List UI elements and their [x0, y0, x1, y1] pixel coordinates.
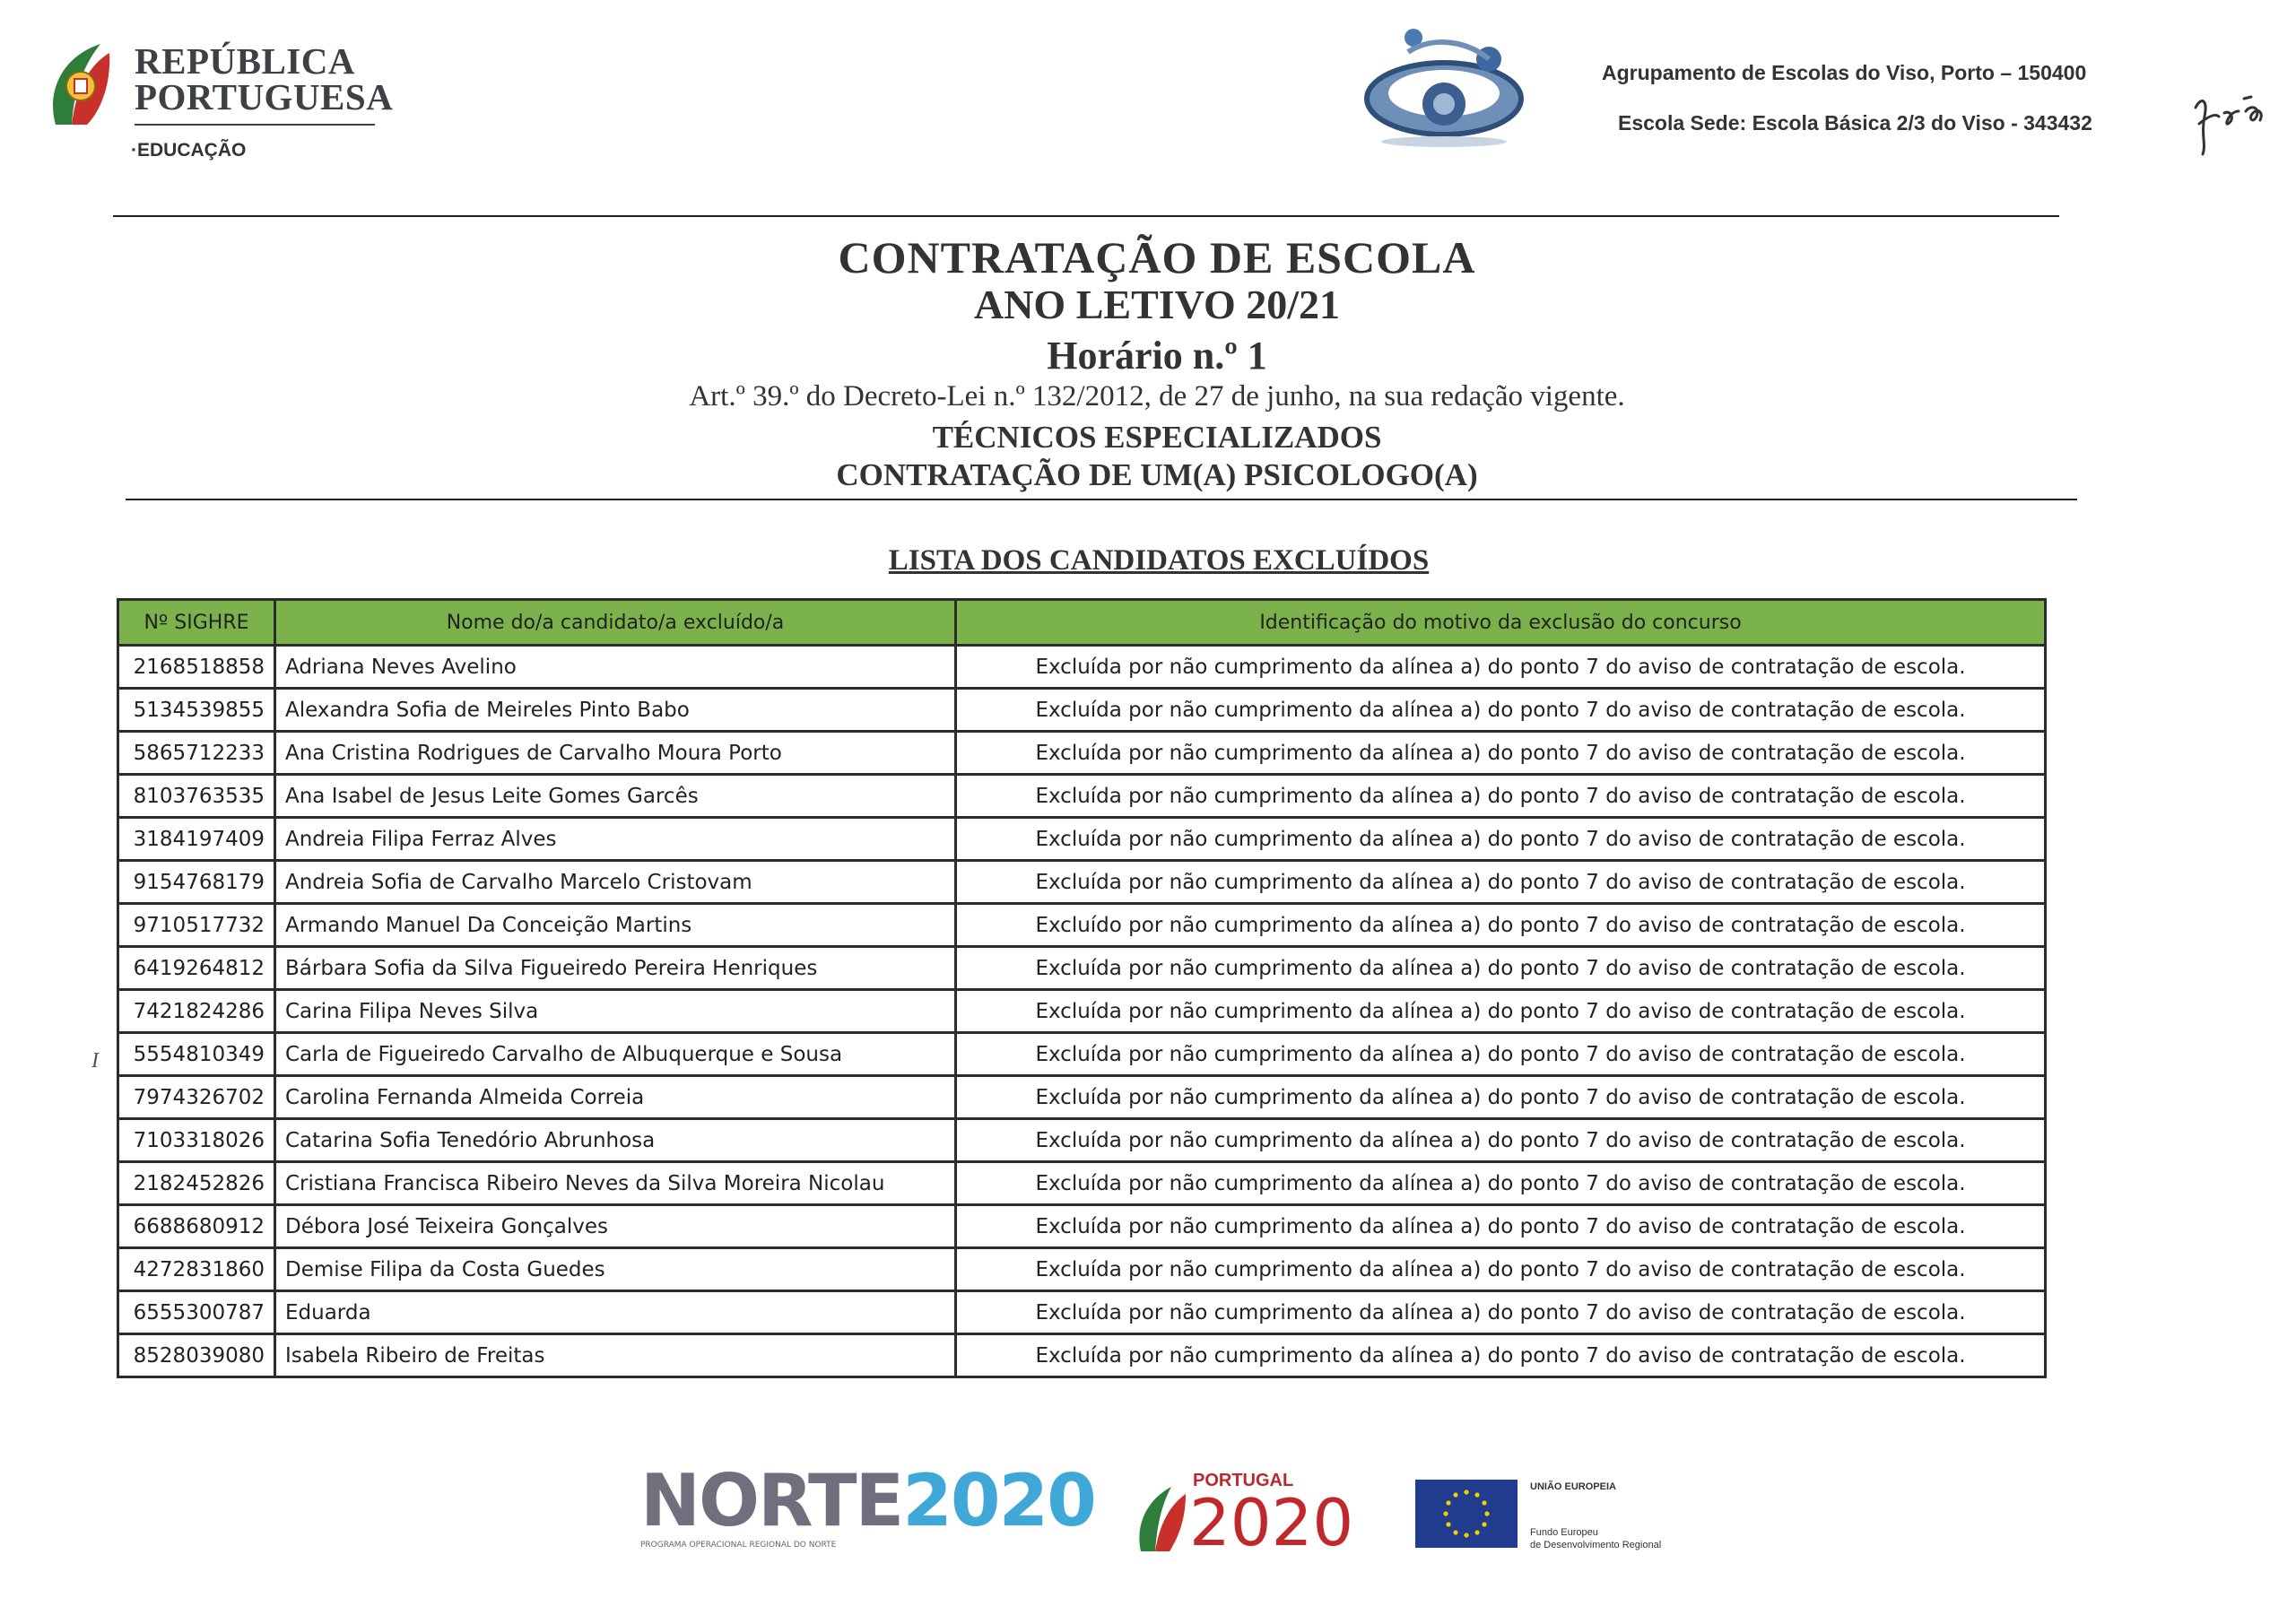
table-row: [118, 1291, 2046, 1334]
exclusion-reason: Excluída por não cumprimento da alínea a) do ponto 7 do aviso de contratação de escola.: [956, 1248, 2046, 1291]
table-row: [118, 861, 2046, 904]
portugal-year: 2020: [1189, 1485, 1354, 1560]
exclusion-reason: Excluída por não cumprimento da alínea a) do ponto 7 do aviso de contratação de escola.: [956, 861, 2046, 904]
candidate-id: 6419264812: [118, 947, 275, 990]
norte-word: NORTE: [640, 1459, 903, 1542]
table-row: [118, 990, 2046, 1033]
candidate-id: 7974326702: [118, 1076, 275, 1119]
eu-fund: [1530, 1526, 1709, 1551]
header-rule: [113, 215, 2059, 217]
candidate-name: Carina Filipa Neves Silva: [275, 990, 956, 1033]
legal-reference: Art.º 39.º do Decreto-Lei n.º 132/2012, de 27 de junho, na sua redação vigente.: [689, 380, 1625, 413]
exclusion-reason: Excluída por não cumprimento da alínea a) do ponto 7 do aviso de contratação de escola.: [956, 1033, 2046, 1076]
country-rule: [135, 124, 375, 126]
school-group-name: Agrupamento de Escolas do Viso, Porto – 150400: [1602, 61, 2087, 84]
exclusion-reason: Excluído por não cumprimento da alínea a) do ponto 7 do aviso de contratação de escola.: [956, 904, 2046, 947]
candidate-id: 6688680912: [118, 1205, 275, 1248]
table-header-row: [118, 600, 2046, 646]
candidate-name: Ana Isabel de Jesus Leite Gomes Garcês: [275, 775, 956, 818]
candidate-name: Eduarda: [275, 1291, 956, 1334]
candidate-id: 9154768179: [118, 861, 275, 904]
eu-fund-line2: de Desenvolvimento Regional: [1530, 1540, 1662, 1550]
margin-mark: I: [91, 1049, 99, 1073]
table-row: [118, 775, 2046, 818]
candidate-id: 4272831860: [118, 1248, 275, 1291]
candidate-id: 7103318026: [118, 1119, 275, 1162]
exclusion-reason: Excluída por não cumprimento da alínea a) do ponto 7 do aviso de contratação de escola.: [956, 1162, 2046, 1205]
exclusion-reason: Excluída por não cumprimento da alínea a) do ponto 7 do aviso de contratação de escola.: [956, 1076, 2046, 1119]
table-row: [118, 1033, 2046, 1076]
country-line2: PORTUGUESA: [135, 76, 394, 117]
eu-label: UNIÃO EUROPEIA: [1530, 1481, 1616, 1492]
candidate-id: 5134539855: [118, 689, 275, 732]
republica-portuguesa-emblem-icon: [47, 39, 115, 129]
table-row: [118, 947, 2046, 990]
signature-icon: [2188, 90, 2271, 160]
header-reason: Identificação do motivo da exclusão do concurso: [956, 600, 2046, 646]
ministry-name: EDUCAÇÃO: [137, 140, 247, 161]
candidate-name: Alexandra Sofia de Meireles Pinto Babo: [275, 689, 956, 732]
candidate-name: Catarina Sofia Tenedório Abrunhosa: [275, 1119, 956, 1162]
candidate-id: 9710517732: [118, 904, 275, 947]
candidate-name: Carolina Fernanda Almeida Correia: [275, 1076, 956, 1119]
candidate-name: Adriana Neves Avelino: [275, 646, 956, 689]
category: TÉCNICOS ESPECIALIZADOS: [932, 420, 1382, 455]
school-year: ANO LETIVO 20/21: [973, 282, 1341, 327]
portugal-label: PORTUGAL: [1193, 1471, 1294, 1490]
eu-fund-line1: Fundo Europeu: [1530, 1527, 1598, 1538]
candidate-id: 8528039080: [118, 1334, 275, 1377]
exclusion-reason: Excluída por não cumprimento da alínea a) do ponto 7 do aviso de contratação de escola.: [956, 1119, 2046, 1162]
excluded-candidates-table: [117, 598, 2047, 1378]
list-title: LISTA DOS CANDIDATOS EXCLUÍDOS: [888, 544, 1430, 577]
country-name: [135, 40, 394, 117]
doc-title: CONTRATAÇÃO DE ESCOLA: [838, 232, 1476, 282]
table-row: [118, 818, 2046, 861]
candidate-name: Armando Manuel Da Conceição Martins: [275, 904, 956, 947]
candidate-id: 8103763535: [118, 775, 275, 818]
table-row: [118, 1119, 2046, 1162]
exclusion-reason: Excluída por não cumprimento da alínea a) do ponto 7 do aviso de contratação de escola.: [956, 732, 2046, 775]
candidate-name: Andreia Filipa Ferraz Alves: [275, 818, 956, 861]
norte-subtitle: PROGRAMA OPERACIONAL REGIONAL DO NORTE: [640, 1541, 837, 1550]
norte2020-logo: [640, 1459, 1095, 1550]
candidate-id: 5554810349: [118, 1033, 275, 1076]
norte-year: 2020: [902, 1459, 1095, 1542]
exclusion-reason: Excluída por não cumprimento da alínea a) do ponto 7 do aviso de contratação de escola.: [956, 818, 2046, 861]
exclusion-reason: Excluída por não cumprimento da alínea a) do ponto 7 do aviso de contratação de escola.: [956, 689, 2046, 732]
candidate-name: Carla de Figueiredo Carvalho de Albuquerque e Sousa: [275, 1033, 956, 1076]
candidate-id: 7421824286: [118, 990, 275, 1033]
schedule-number: Horário n.º 1: [1047, 334, 1267, 378]
header-name: Nome do/a candidato/a excluído/a: [275, 600, 956, 646]
position: CONTRATAÇÃO DE UM(A) PSICOLOGO(A): [836, 457, 1478, 492]
candidate-name: Ana Cristina Rodrigues de Carvalho Moura Porto: [275, 732, 956, 775]
exclusion-reason: Excluída por não cumprimento da alínea a) do ponto 7 do aviso de contratação de escola.: [956, 646, 2046, 689]
table-row: [118, 1076, 2046, 1119]
table-row: [118, 1162, 2046, 1205]
school-seat-name: Escola Sede: Escola Básica 2/3 do Viso - 343432: [1618, 111, 2092, 135]
candidate-name: Débora José Teixeira Gonçalves: [275, 1205, 956, 1248]
exclusion-reason: Excluída por não cumprimento da alínea a) do ponto 7 do aviso de contratação de escola.: [956, 947, 2046, 990]
table-row: [118, 1248, 2046, 1291]
title-rule: [126, 499, 2077, 500]
table-row: [118, 689, 2046, 732]
exclusion-reason: Excluída por não cumprimento da alínea a) do ponto 7 do aviso de contratação de escola.: [956, 1334, 2046, 1377]
candidate-id: 5865712233: [118, 732, 275, 775]
exclusion-reason: Excluída por não cumprimento da alínea a) do ponto 7 do aviso de contratação de escola.: [956, 1205, 2046, 1248]
candidate-name: Demise Filipa da Costa Guedes: [275, 1248, 956, 1291]
eu-flag-icon: [1415, 1480, 1518, 1548]
country-line1: REPÚBLICA: [135, 40, 355, 82]
candidate-name: Isabela Ribeiro de Freitas: [275, 1334, 956, 1377]
header-id: Nº SIGHRE: [118, 600, 275, 646]
table-row: [118, 904, 2046, 947]
candidate-name: Bárbara Sofia da Silva Figueiredo Pereira Henriques: [275, 947, 956, 990]
candidate-id: 2182452826: [118, 1162, 275, 1205]
table-row: [118, 732, 2046, 775]
candidate-name: Andreia Sofia de Carvalho Marcelo Cristovam: [275, 861, 956, 904]
ministry-label: ·EDUCAÇÃO: [131, 140, 247, 161]
candidate-id: 2168518858: [118, 646, 275, 689]
table-row: [118, 1205, 2046, 1248]
table-row: [118, 646, 2046, 689]
exclusion-reason: Excluída por não cumprimento da alínea a) do ponto 7 do aviso de contratação de escola.: [956, 775, 2046, 818]
candidate-id: 6555300787: [118, 1291, 275, 1334]
exclusion-reason: Excluída por não cumprimento da alínea a) do ponto 7 do aviso de contratação de escola.: [956, 990, 2046, 1033]
table-row: [118, 1334, 2046, 1377]
exclusion-reason: Excluída por não cumprimento da alínea a) do ponto 7 do aviso de contratação de escola.: [956, 1291, 2046, 1334]
candidate-name: Cristiana Francisca Ribeiro Neves da Silva Moreira Nicolau: [275, 1162, 956, 1205]
school-logo-icon: [1354, 16, 1534, 151]
candidate-id: 3184197409: [118, 818, 275, 861]
